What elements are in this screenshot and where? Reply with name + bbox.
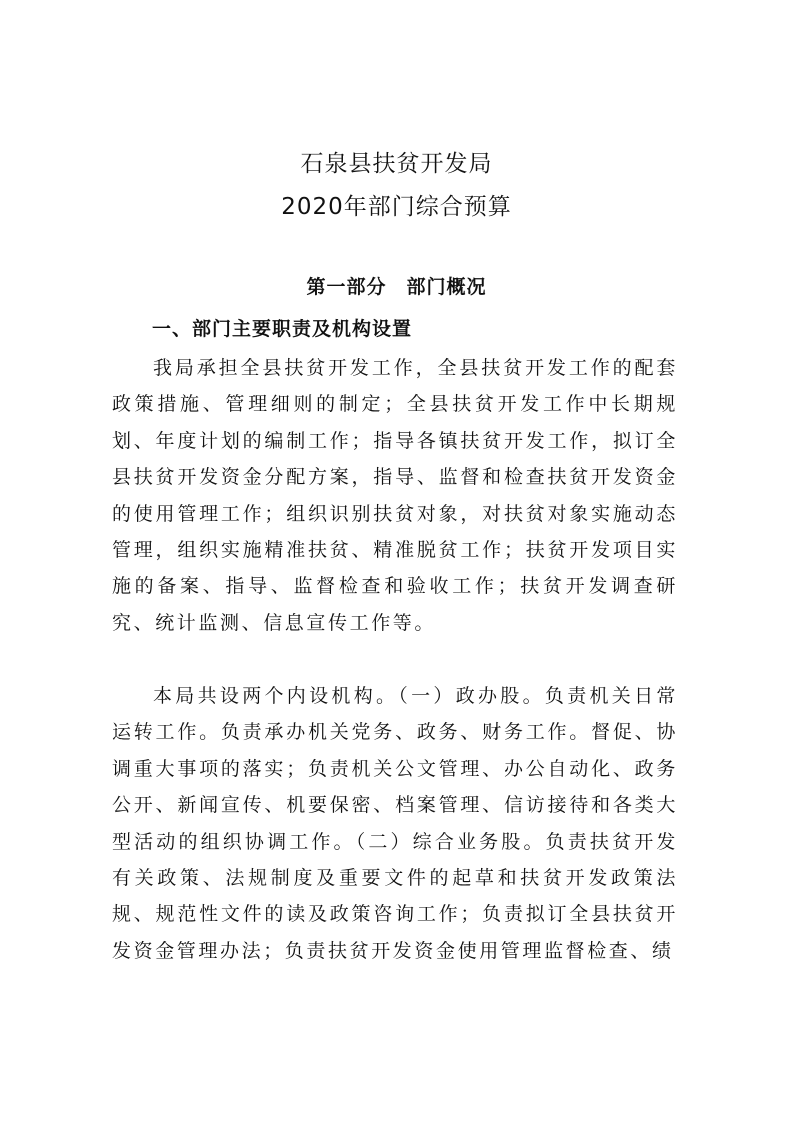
- document-subtitle: 2020年部门综合预算: [281, 194, 512, 220]
- part-heading: 第一部分 部门概况: [306, 276, 487, 298]
- paragraph-duties: 我局承担全县扶贫开发工作，全县扶贫开发工作的配套政策措施、管理细则的制定；全县扶贫开发工作中长期规划、年度计划的编制工作；指导各镇扶贫开发工作，拟订全县扶贫开发资金分配方案，指导、监督和检查扶贫开发资金的使用管理工作；组织识别扶贫对象，对扶贫对象实施动态管理，组织实施精准扶贫、精准脱贫工作；扶贫开发项目实施的备案、指导、监督检查和验收工作；扶贫开发调查研究、统计监测、信息宣传工作等。: [112, 357, 678, 634]
- section-heading: 一、部门主要职责及机构设置: [152, 318, 413, 340]
- paragraph-structure: 本局共设两个内设机构。（一）政办股。负责机关日常运转工作。负责承办机关党务、政务、财务工作。督促、协调重大事项的落实；负责机关公文管理、办公自动化、政务公开、新闻宣传、机要保密、档案管理、信访接待和各类大型活动的组织协调工作。（二）综合业务股。负责扶贫开发有关政策、法规制度及重要文件的起草和扶贫开发政策法规、规范性文件的读及政策咨询工作；负责拟订全县扶贫开发资金管理办法；负责扶贫开发资金使用管理监督检查、绩: [112, 685, 678, 962]
- document-title: 石泉县扶贫开发局: [300, 151, 493, 177]
